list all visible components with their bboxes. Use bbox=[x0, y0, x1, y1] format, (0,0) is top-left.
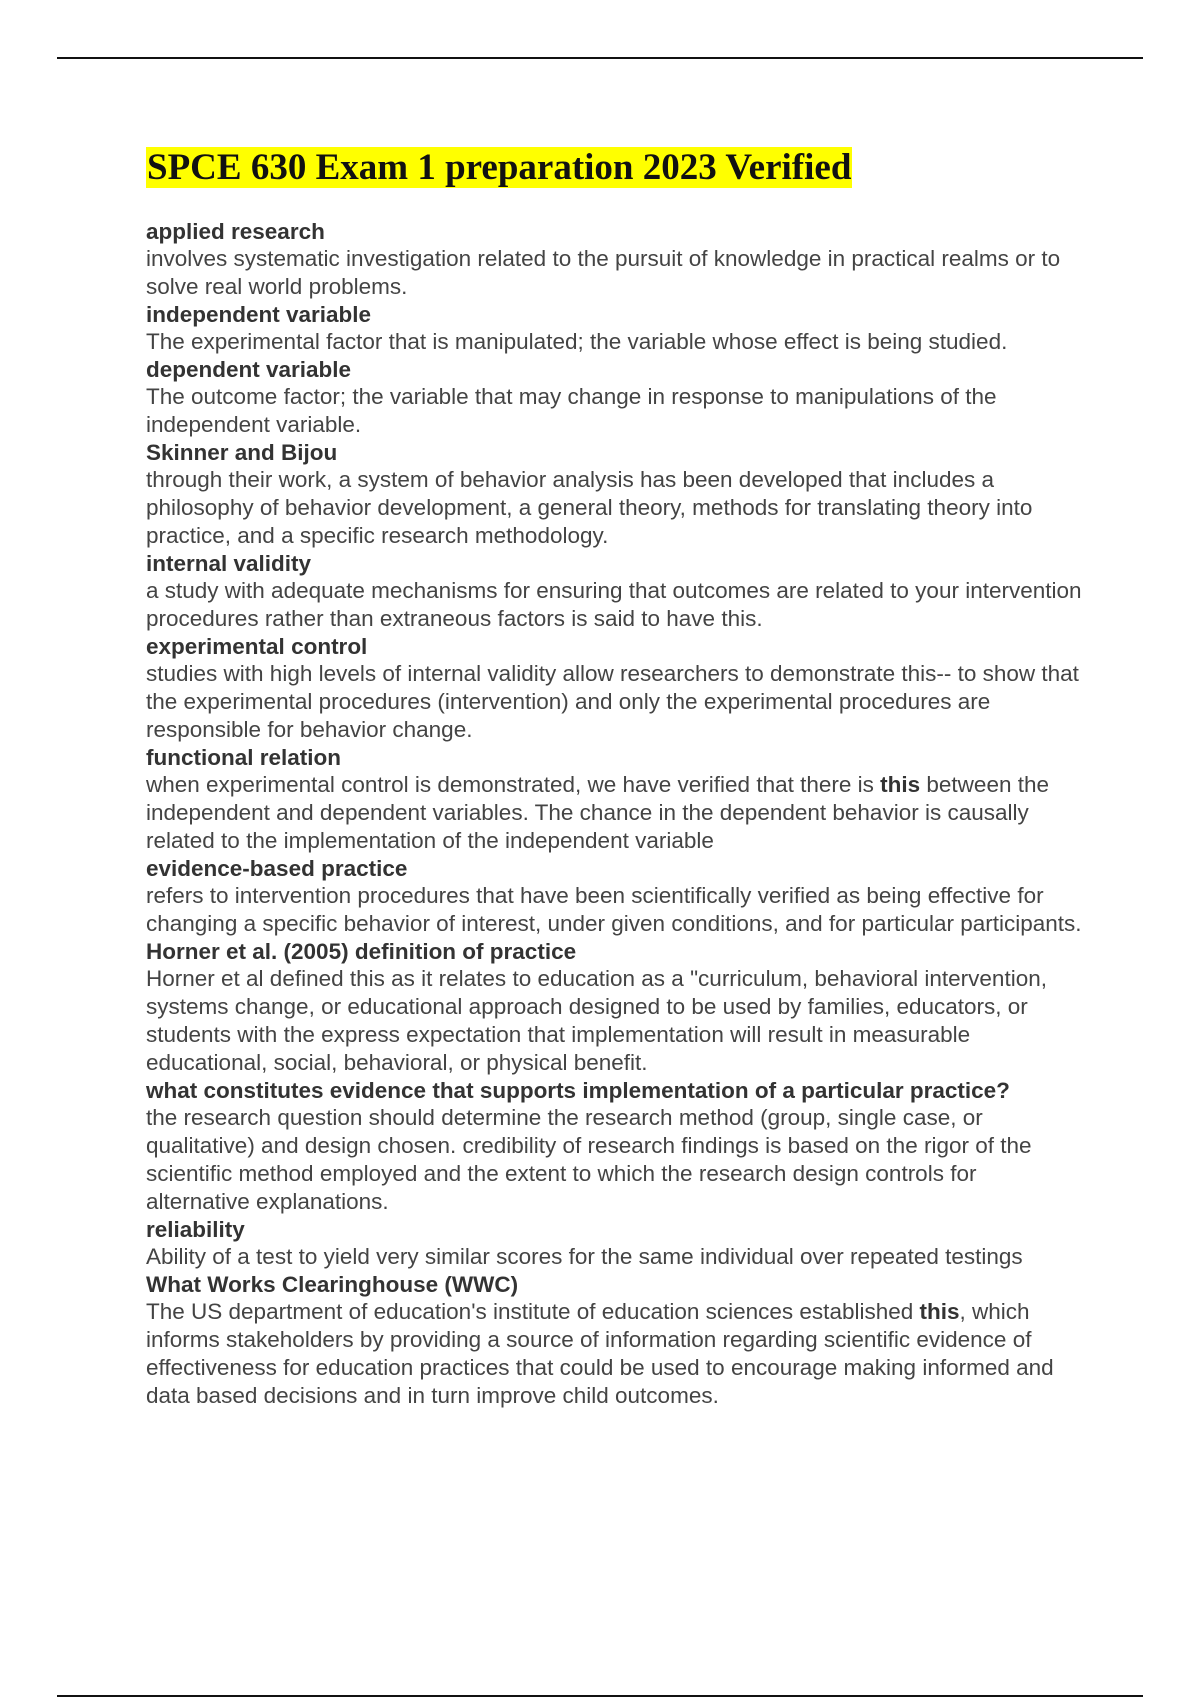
term: experimental control bbox=[146, 634, 368, 659]
definition: the research question should determine the research method (group, single case, or qualitative) and design chosen. credibility of research findings is based on the rigor of the scientific method employed and the extent to which the research design controls for alternative explanations. bbox=[146, 1105, 1032, 1214]
term: internal validity bbox=[146, 551, 312, 576]
definition bbox=[146, 771, 1086, 855]
definition-emphasis: this bbox=[880, 772, 921, 797]
definition: The outcome factor; the variable that may change in response to manipulations of the independent variable. bbox=[146, 384, 997, 437]
bottom-rule bbox=[57, 1695, 1143, 1697]
title-highlight: SPCE 630 Exam 1 preparation 2023 Verified bbox=[147, 147, 852, 188]
document-title bbox=[146, 146, 1086, 190]
entry-evidence-based-practice bbox=[146, 855, 1086, 938]
top-rule bbox=[57, 57, 1143, 59]
definition bbox=[146, 1298, 1086, 1410]
definition-emphasis: this bbox=[919, 1299, 960, 1324]
document-body bbox=[146, 146, 1086, 1410]
entry-what-works-clearinghouse bbox=[146, 1271, 1086, 1410]
term: reliability bbox=[146, 1217, 245, 1242]
entry-dependent-variable bbox=[146, 356, 1086, 439]
definition: through their work, a system of behavior analysis has been developed that includes a philosophy of behavior development, a general theory, methods for translating theory into practice, and a specific research methodology. bbox=[146, 467, 1033, 548]
entry-horner-definition bbox=[146, 938, 1086, 1077]
entry-reliability bbox=[146, 1216, 1086, 1271]
entry-experimental-control bbox=[146, 633, 1086, 744]
entry-applied-research bbox=[146, 218, 1086, 301]
term: Horner et al. (2005) definition of practice bbox=[146, 939, 577, 964]
term: Skinner and Bijou bbox=[146, 440, 338, 465]
term: evidence-based practice bbox=[146, 856, 408, 881]
definition: a study with adequate mechanisms for ensuring that outcomes are related to your intervention procedures rather than extraneous factors is said to have this. bbox=[146, 578, 1082, 631]
definition: Horner et al defined this as it relates to education as a "curriculum, behavioral intervention, systems change, or educational approach designed to be used by families, educators, or students with the express expectation that implementation will result in measurable educational, social, behavioral, or physical benefit. bbox=[146, 966, 1047, 1075]
definition-text: when experimental control is demonstrated, we have verified that there is bbox=[146, 772, 881, 797]
definition-text: , which informs stakeholders by providing a source of information regarding scientific evidence of effectiveness for education practices that could be used to encourage making informed and data based decisions and in turn improve child outcomes. bbox=[146, 1299, 1054, 1408]
entry-what-constitutes-evidence bbox=[146, 1077, 1086, 1216]
definition: refers to intervention procedures that have been scientifically verified as being effective for changing a specific behavior of interest, under given conditions, and for particular participants. bbox=[146, 883, 1082, 936]
definition: involves systematic investigation related to the pursuit of knowledge in practical realms or to solve real world problems. bbox=[146, 246, 1061, 299]
definition: The experimental factor that is manipulated; the variable whose effect is being studied. bbox=[146, 329, 1008, 354]
term: functional relation bbox=[146, 745, 342, 770]
entry-independent-variable bbox=[146, 301, 1086, 356]
term: applied research bbox=[146, 219, 325, 244]
entry-skinner-and-bijou bbox=[146, 439, 1086, 550]
entry-functional-relation bbox=[146, 744, 1086, 855]
definition-text: between the independent and dependent variables. The chance in the dependent behavior is causally related to the implementation of the independent variable bbox=[146, 772, 1050, 853]
definition: Ability of a test to yield very similar scores for the same individual over repeated testings bbox=[146, 1244, 1023, 1269]
entry-internal-validity bbox=[146, 550, 1086, 633]
definition-text: The US department of education's institute of education sciences established bbox=[146, 1299, 920, 1324]
term: What Works Clearinghouse (WWC) bbox=[146, 1272, 519, 1297]
definition: studies with high levels of internal validity allow researchers to demonstrate this-- to show that the experimental procedures (intervention) and only the experimental procedures are responsible for behavior change. bbox=[146, 661, 1079, 742]
term: independent variable bbox=[146, 302, 372, 327]
term: what constitutes evidence that supports implementation of a particular practice? bbox=[146, 1078, 1010, 1103]
term: dependent variable bbox=[146, 357, 352, 382]
